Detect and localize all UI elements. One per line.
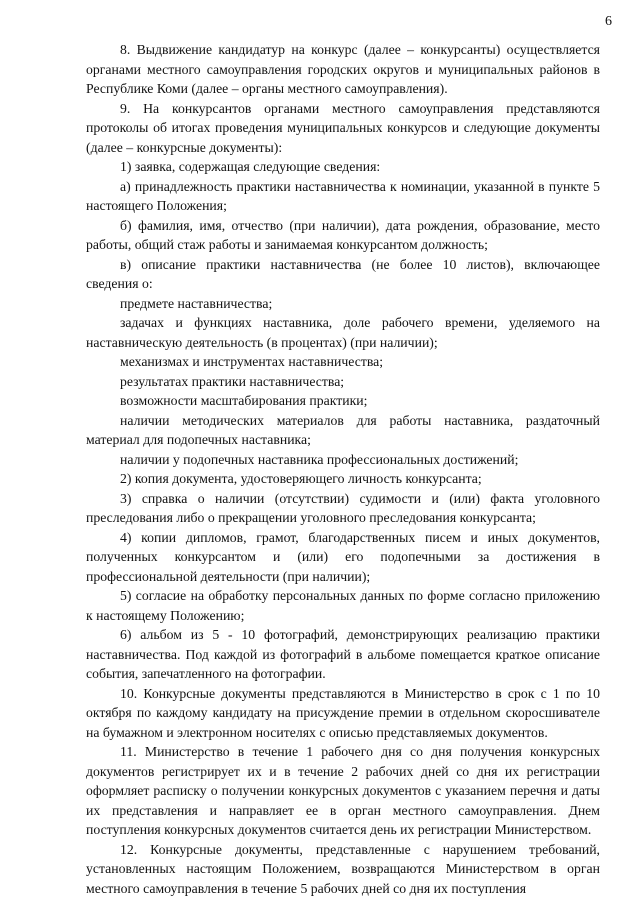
- paragraph-12: 12. Конкурсные документы, представленные с нарушением требований, установленных настоящим Положением, возвращаются Министерством в орган местного самоуправления в течение 5 рабочих дней со дня их поступления: [86, 841, 600, 896]
- list-item-1b: б) фамилия, имя, отчество (при наличии), дата рождения, образование, место работы, общий стаж работы и занимаемая конкурсантом должность;: [86, 217, 600, 252]
- paragraph-8: 8. Выдвижение кандидатур на конкурс (далее – конкурсанты) осуществляется органами местного самоуправления городских округов и муниципальных районов в Республике Коми (далее – органы местного самоуправления).: [86, 42, 600, 96]
- list-item-4: 4) копии дипломов, грамот, благодарственных писем и иных документов, полученных конкурсантом и (или) его подопечными за достижения в профессиональной деятельности (при наличии);: [86, 529, 600, 584]
- paragraph-9: 9. На конкурсантов органами местного самоуправления представляются протоколы об итогах проведения муниципальных конкурсов и следующие документы (далее – конкурсные документы):: [86, 100, 600, 155]
- sub-item-results: результатах практики наставничества;: [120, 373, 345, 389]
- sub-item-subject: предмете наставничества;: [120, 295, 273, 311]
- page-number: 6: [605, 14, 612, 29]
- sub-item-tasks: задачах и функциях наставника, доле рабочего времени, уделяемого на наставническую деятельность (в процентах) (при наличии);: [86, 315, 600, 350]
- list-item-5: 5) согласие на обработку персональных данных по форме согласно приложению к настоящему Положению;: [86, 588, 600, 623]
- paragraph-11: 11. Министерство в течение 1 рабочего дня со дня получения конкурсных документов регистрирует их и в течение 2 рабочих дней со дня их регистрации оформляет расписку о получении конкурсных документов с указанием перечня и даты их представления и направляет ее в орган местного самоуправления. Днем поступления конкурсных документов считается день их регистрации Министерством.: [86, 744, 600, 837]
- list-item-2: 2) копия документа, удостоверяющего личность конкурсанта;: [120, 471, 482, 486]
- document-body: [86, 40, 600, 898]
- sub-item-mechanisms: механизмах и инструментах наставничества;: [120, 354, 384, 369]
- list-item-1: 1) заявка, содержащая следующие сведения:: [120, 159, 381, 174]
- list-item-1a: а) принадлежность практики наставничества к номинации, указанной в пункте 5 настоящего Положения;: [86, 178, 600, 213]
- sub-item-achievements: наличии у подопечных наставника профессиональных достижений;: [120, 451, 519, 467]
- list-item-6: 6) альбом из 5 - 10 фотографий, демонстрирующих реализацию практики наставничества. Под каждой из фотографий в альбоме помещается краткое описание события, запечатленного на фотографии.: [86, 627, 600, 681]
- sub-item-materials: наличии методических материалов для работы наставника, раздаточный материал для подопечных наставника;: [86, 412, 600, 447]
- sub-item-scaling: возможности масштабирования практики;: [120, 393, 368, 408]
- list-item-3: 3) справка о наличии (отсутствии) судимости и (или) факта уголовного преследования либо о прекращении уголовного преследования конкурсанта;: [86, 490, 600, 525]
- list-item-1v: в) описание практики наставничества (не более 10 листов), включающее сведения о:: [86, 256, 600, 291]
- paragraph-10: 10. Конкурсные документы представляются в Министерство в срок с 1 по 10 октября по каждому кандидату на присуждение премии в отдельном скоросшивателе на бумажном и электронном носителях с описью представляемых документов.: [86, 685, 600, 740]
